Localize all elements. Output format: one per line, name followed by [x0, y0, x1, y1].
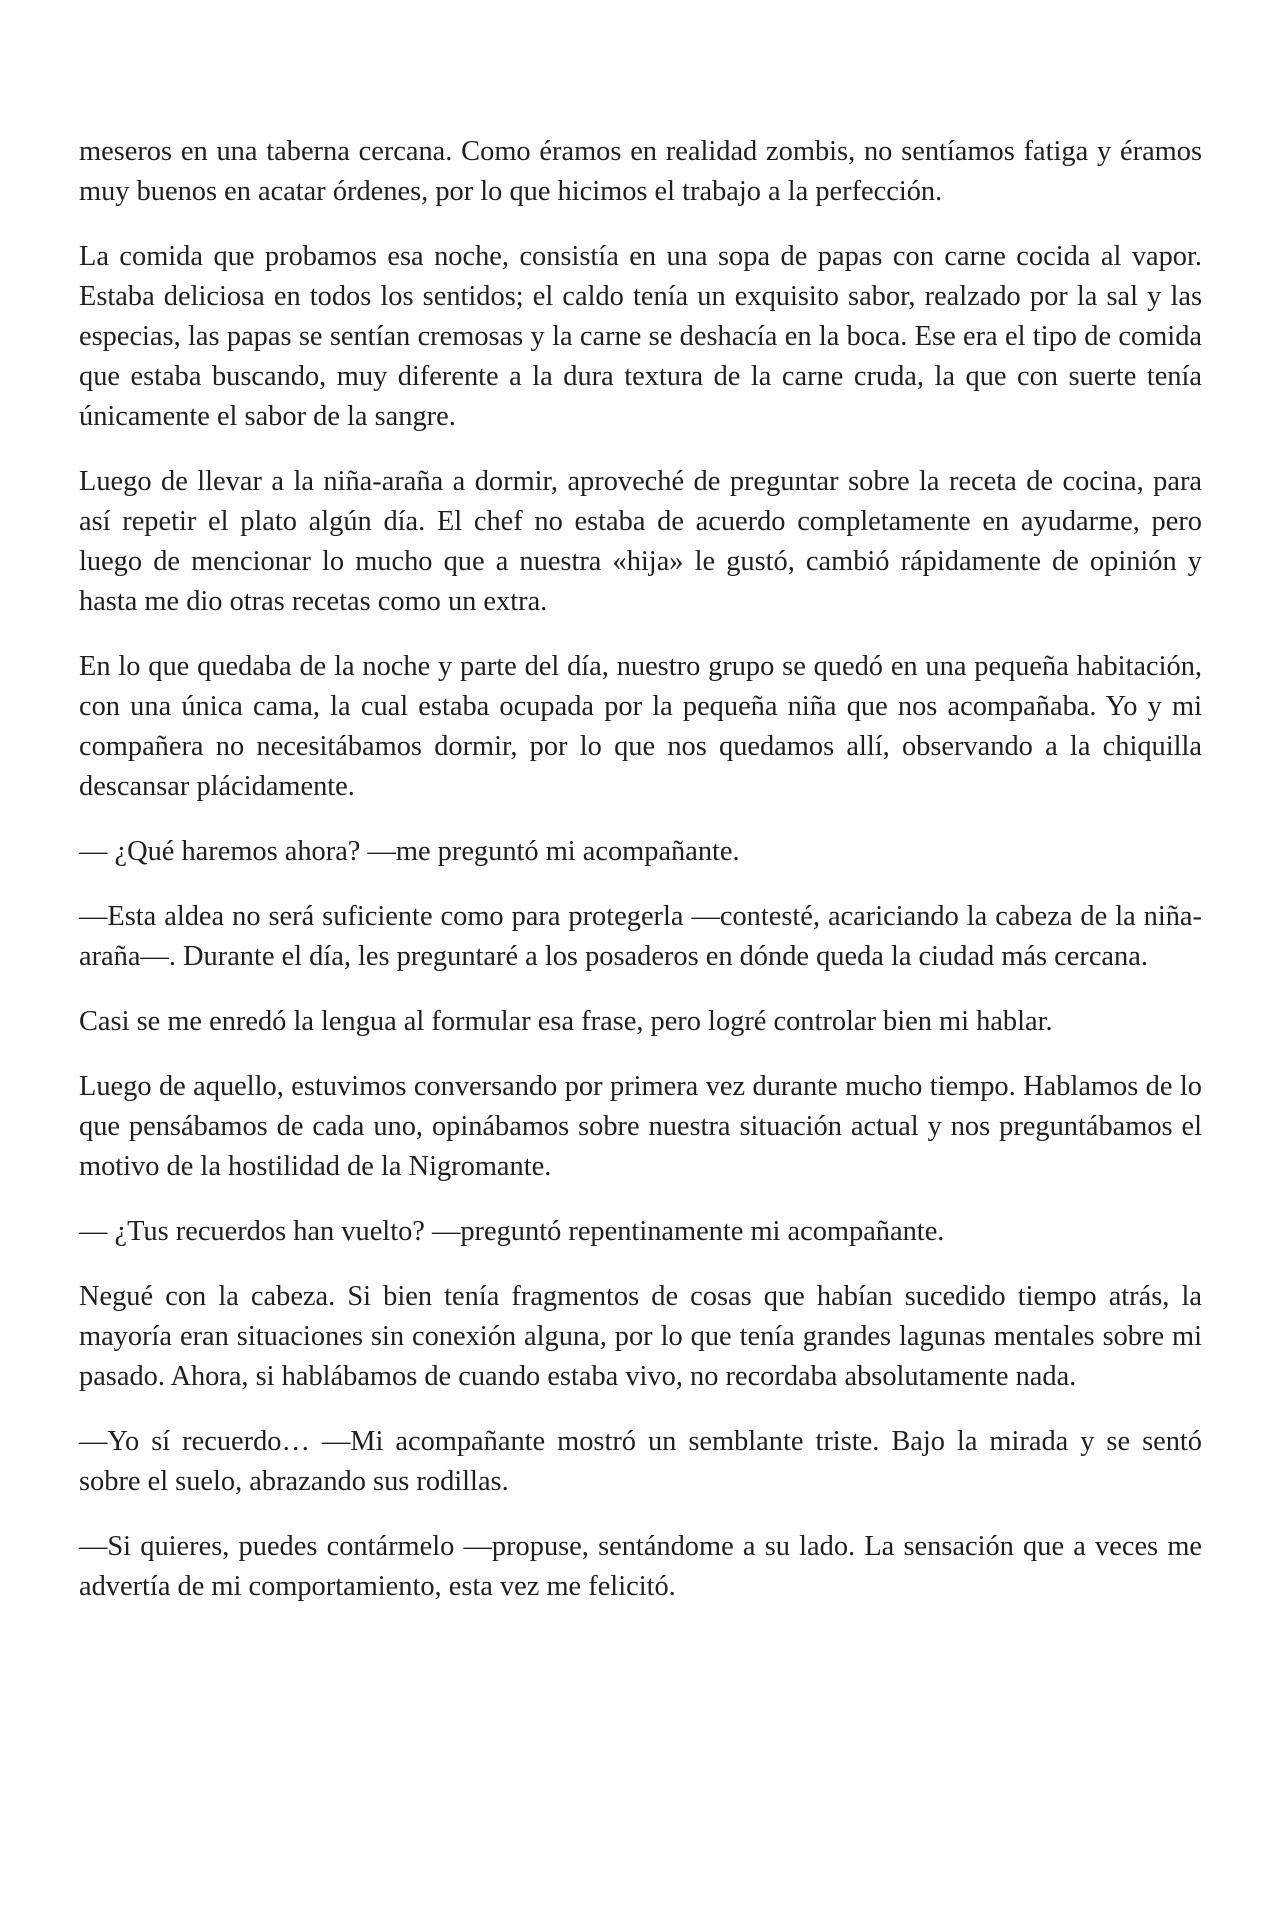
dialogue-line: —Si quieres, puedes contármelo —propuse, sentándome a su lado. La sensación que a veces me advertía de mi comportamiento, esta vez me felicitó. [79, 1531, 1202, 1602]
paragraph: La comida que probamos esa noche, consistía en una sopa de papas con carne cocida al vapor. Estaba deliciosa en todos los sentidos; el caldo tenía un exquisito sabor, realzado por la sal y las especias, las papas se sentían cremosas y la carne se deshacía en la boca. Ese era el tipo de comida que estaba buscando, muy diferente a la dura textura de la carne cruda, la que con suerte tenía únicamente el sabor de la sangre. [79, 241, 1202, 432]
document-body [79, 132, 1202, 1632]
dialogue-line: — ¿Tus recuerdos han vuelto? —preguntó repentinamente mi acompañante. [79, 1216, 945, 1247]
dialogue-line: —Esta aldea no será suficiente como para protegerla —contesté, acariciando la cabeza de la niña-araña—. Durante el día, les preguntaré a los posaderos en dónde queda la ciudad más cercana. [79, 901, 1202, 972]
paragraph: Luego de aquello, estuvimos conversando por primera vez durante mucho tiempo. Hablamos de lo que pensábamos de cada uno, opinábamos sobre nuestra situación actual y nos preguntábamos el motivo de la hostilidad de la Nigromante. [79, 1071, 1202, 1182]
paragraph: Casi se me enredó la lengua al formular esa frase, pero logré controlar bien mi hablar. [79, 1006, 1053, 1037]
paragraph: Negué con la cabeza. Si bien tenía fragmentos de cosas que habían sucedido tiempo atrás, la mayoría eran situaciones sin conexión alguna, por lo que tenía grandes lagunas mentales sobre mi pasado. Ahora, si hablábamos de cuando estaba vivo, no recordaba absolutamente nada. [79, 1281, 1202, 1392]
dialogue-line: —Yo sí recuerdo… —Mi acompañante mostró un semblante triste. Bajo la mirada y se sentó sobre el suelo, abrazando sus rodillas. [79, 1426, 1202, 1497]
dialogue-line: — ¿Qué haremos ahora? —me preguntó mi acompañante. [79, 836, 740, 867]
paragraph: meseros en una taberna cercana. Como éramos en realidad zombis, no sentíamos fatiga y éramos muy buenos en acatar órdenes, por lo que hicimos el trabajo a la perfección. [79, 136, 1202, 207]
paragraph: En lo que quedaba de la noche y parte del día, nuestro grupo se quedó en una pequeña habitación, con una única cama, la cual estaba ocupada por la pequeña niña que nos acompañaba. Yo y mi compañera no necesitábamos dormir, por lo que nos quedamos allí, observando a la chiquilla descansar plácidamente. [79, 651, 1202, 802]
paragraph: Luego de llevar a la niña-araña a dormir, aproveché de preguntar sobre la receta de cocina, para así repetir el plato algún día. El chef no estaba de acuerdo completamente en ayudarme, pero luego de mencionar lo mucho que a nuestra «hija» le gustó, cambió rápidamente de opinión y hasta me dio otras recetas como un extra. [79, 466, 1202, 617]
